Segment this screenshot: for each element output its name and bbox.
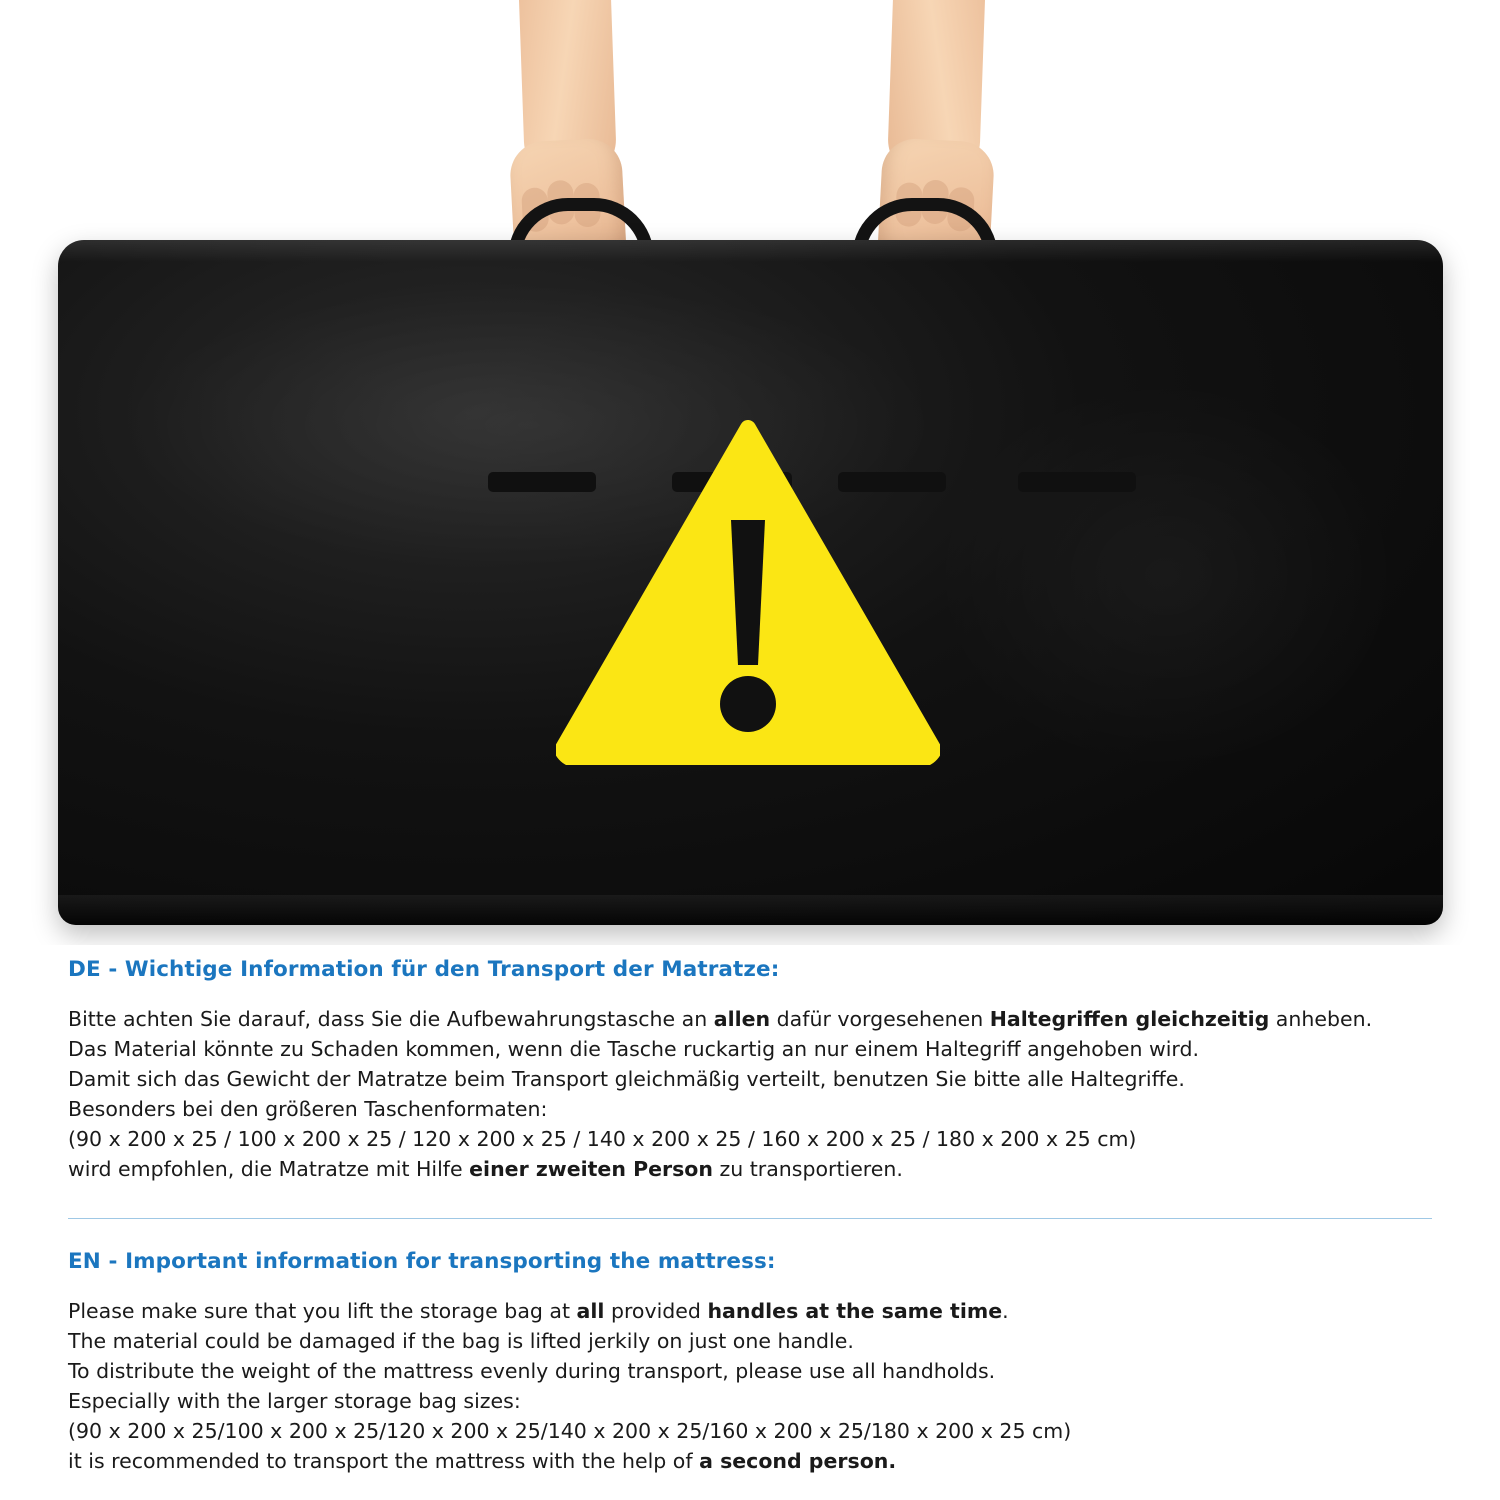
paragraph-line: Please make sure that you lift the storage bag at all provided handles at the same time. <box>68 1299 1009 1323</box>
handle-anchor-4 <box>1018 472 1136 492</box>
section-divider <box>68 1218 1432 1219</box>
german-instructions <box>68 957 1432 1184</box>
paragraph-line: Besonders bei den größeren Taschenformaten: <box>68 1097 548 1121</box>
paragraph-line: To distribute the weight of the mattress evenly during transport, please use all handholds. <box>68 1359 996 1383</box>
paragraph-line: The material could be damaged if the bag is lifted jerkily on just one handle. <box>68 1329 854 1353</box>
bag-highlight-right <box>931 377 1402 774</box>
warning-triangle-icon <box>556 420 940 765</box>
paragraph-line: wird empfohlen, die Matratze mit Hilfe einer zweiten Person zu transportieren. <box>68 1157 903 1181</box>
english-paragraph <box>68 1296 1432 1476</box>
paragraph-line: Das Material könnte zu Schaden kommen, wenn die Tasche ruckartig an nur einem Haltegriff angehoben wird. <box>68 1037 1200 1061</box>
paragraph-line: Damit sich das Gewicht der Matratze beim Transport gleichmäßig verteilt, benutzen Sie bitte alle Haltegriffe. <box>68 1067 1185 1091</box>
paragraph-line: (90 x 200 x 25 / 100 x 200 x 25 / 120 x 200 x 25 / 140 x 200 x 25 / 160 x 200 x 25 / 180 x 200 x 25 cm) <box>68 1127 1137 1151</box>
german-paragraph <box>68 1004 1432 1184</box>
english-heading: EN - Important information for transporting the mattress: <box>68 1249 776 1274</box>
instructions-section <box>0 955 1500 1476</box>
paragraph-line: Especially with the larger storage bag sizes: <box>68 1389 521 1413</box>
german-heading: DE - Wichtige Information für den Transport der Matratze: <box>68 957 780 982</box>
paragraph-line: Bitte achten Sie darauf, dass Sie die Aufbewahrungstasche an allen dafür vorgesehenen Haltegriffen gleichzeitig anheben. <box>68 1007 1373 1031</box>
paragraph-line: it is recommended to transport the mattress with the help of a second person. <box>68 1449 897 1473</box>
bag-top-edge <box>58 240 1443 262</box>
paragraph-line: (90 x 200 x 25/100 x 200 x 25/120 x 200 x 25/140 x 200 x 25/160 x 200 x 25/180 x 200 x 25 cm) <box>68 1419 1072 1443</box>
english-instructions <box>68 1249 1432 1476</box>
